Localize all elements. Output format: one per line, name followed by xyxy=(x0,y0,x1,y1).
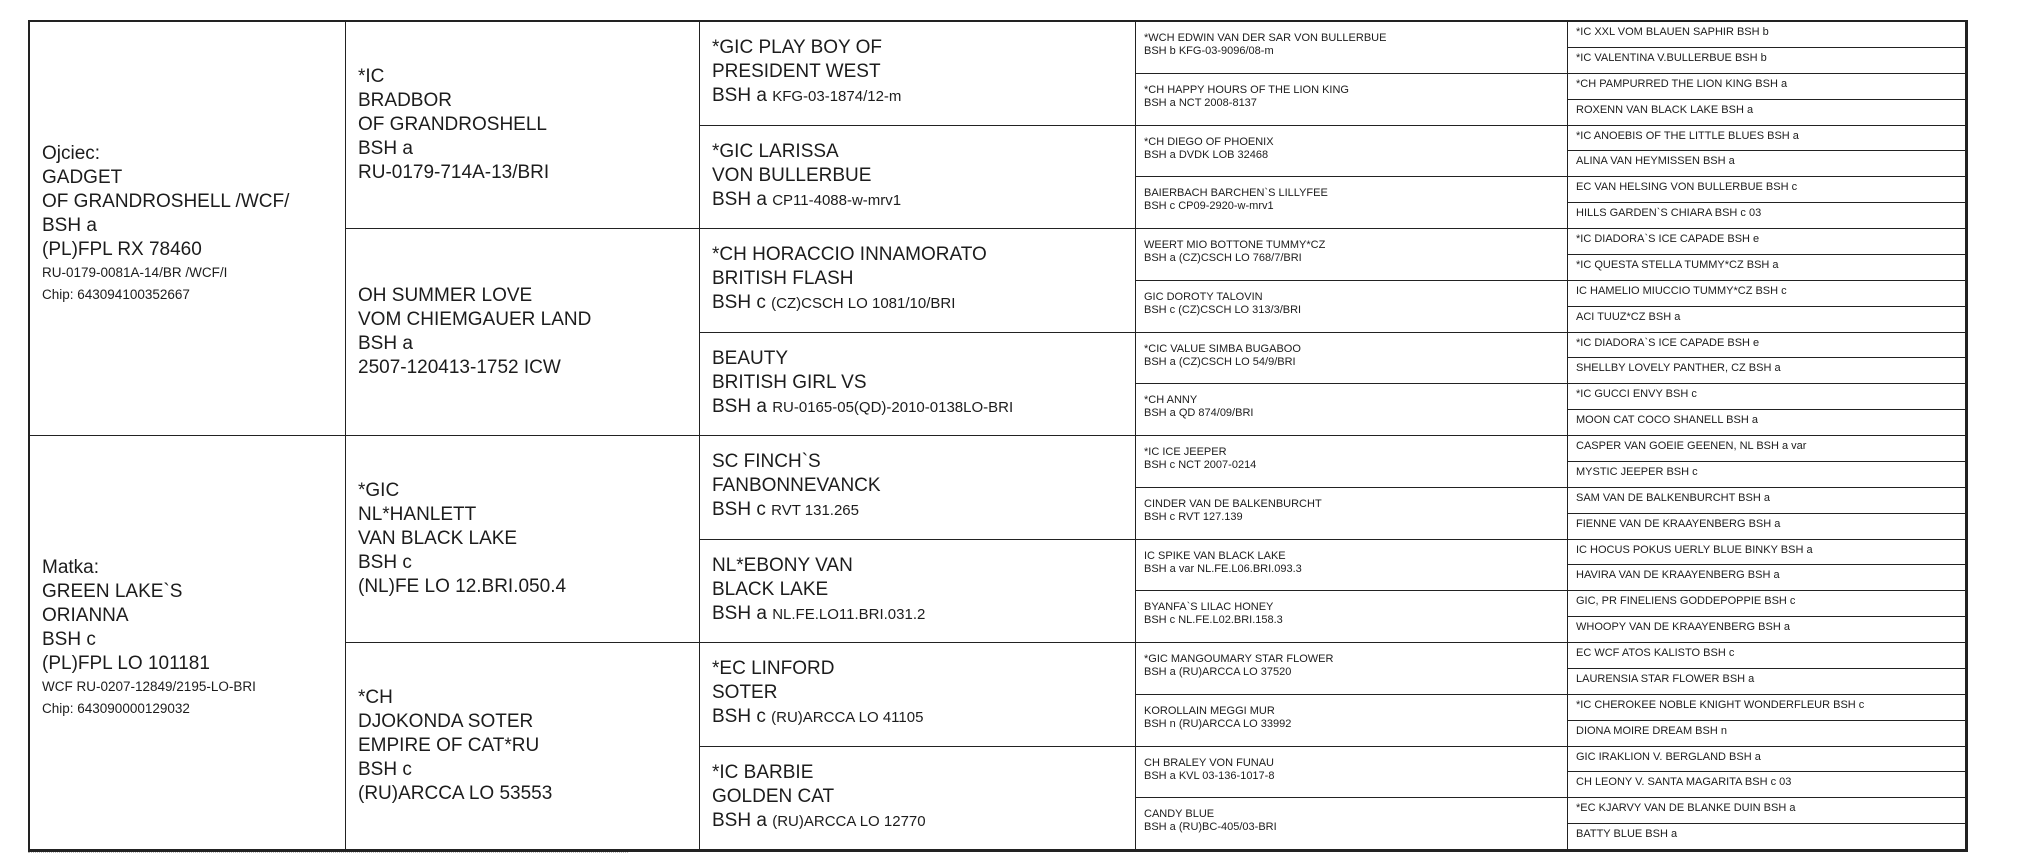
great-grandparent-cell xyxy=(700,22,1136,126)
gen5-ancestor-name: GIC IRAKLION V. BERGLAND BSH a xyxy=(1576,750,1761,763)
dam-line: GREEN LAKE`S xyxy=(42,581,183,602)
gen4-ancestor-line: BSH c (CZ)CSCH LO 313/3/BRI xyxy=(1144,303,1302,316)
registration-number: (RU)ARCCA LO 41105 xyxy=(771,709,924,726)
sire-detail-line: RU-0179-0081A-14/BR /WCF/I xyxy=(42,265,228,280)
gen5-ancestor-name: ACI TUUZ*CZ BSH a xyxy=(1576,310,1681,323)
dam-line: BSH c xyxy=(42,629,96,650)
gen4-ancestor-line: BYANFA`S LILAC HONEY xyxy=(1144,601,1274,614)
gen5-ancestor-name: *IC VALENTINA V.BULLERBUE BSH b xyxy=(1576,51,1767,64)
gen5-ancestor-name: *IC ANOEBIS OF THE LITTLE BLUES BSH a xyxy=(1576,129,1799,142)
gen4-ancestor-cell xyxy=(1136,333,1568,385)
gen5-ancestor-cell xyxy=(1568,126,1966,152)
gen5-ancestor-name: ROXENN VAN BLACK LAKE BSH a xyxy=(1576,103,1754,116)
great-grandparent-registration xyxy=(712,291,1125,316)
gen4-ancestor-cell xyxy=(1136,591,1568,643)
gen5-ancestor-name: *IC DIADORA`S ICE CAPADE BSH e xyxy=(1576,336,1760,349)
gen4-ancestor-cell xyxy=(1136,229,1568,281)
gen4-ancestor-line: BSH a (RU)ARCCA LO 37520 xyxy=(1144,666,1292,678)
gen5-ancestor-name: IC HOCUS POKUS UERLY BLUE BINKY BSH a xyxy=(1576,543,1813,556)
registration-number: CP11-4088-w-mrv1 xyxy=(772,191,902,209)
great-grandparent-line: SOTER xyxy=(712,682,778,703)
gen4-ancestor-line: IC SPIKE VAN BLACK LAKE xyxy=(1144,549,1286,562)
gen5-ancestor-cell xyxy=(1568,203,1966,229)
gen5-ancestor-cell xyxy=(1568,358,1966,384)
dam-detail-line: Chip: 643090000129032 xyxy=(42,701,190,716)
grandparent-line: RU-0179-714A-13/BRI xyxy=(358,162,550,183)
gen4-ancestor-line: BSH a (CZ)CSCH LO 54/9/BRI xyxy=(1144,355,1296,368)
gen5-ancestor-name: CH LEONY V. SANTA MAGARITA BSH c 03 xyxy=(1576,776,1792,789)
gen4-ancestor-cell xyxy=(1136,281,1568,333)
gen4-ancestor-line: *CH DIEGO OF PHOENIX xyxy=(1144,135,1274,148)
gen5-ancestor-cell xyxy=(1568,333,1966,359)
gen5-ancestor-cell xyxy=(1568,384,1966,410)
gen5-ancestor-name: ALINA VAN HEYMISSEN BSH a xyxy=(1576,155,1735,168)
gen4-ancestor-line: BSH c NL.FE.L02.BRI.158.3 xyxy=(1144,614,1283,627)
gen5-ancestor-name: HILLS GARDEN`S CHIARA BSH c 03 xyxy=(1576,207,1762,220)
gen5-ancestor-name: MOON CAT COCO SHANELL BSH a xyxy=(1576,414,1758,427)
sire-line: Ojciec: xyxy=(42,143,101,164)
great-grandparent-registration xyxy=(712,395,1125,420)
gen5-ancestor-cell xyxy=(1568,514,1966,540)
breed-code: BSH a xyxy=(712,188,767,210)
gen5-ancestor-cell xyxy=(1568,229,1966,255)
pedigree-table xyxy=(28,20,1968,852)
grandparent-cell xyxy=(346,436,700,643)
gen4-ancestor-cell xyxy=(1136,643,1568,695)
gen4-ancestor-line: *CH ANNY xyxy=(1144,394,1198,407)
great-grandparent-line: VON BULLERBUE xyxy=(712,164,872,186)
dam-line: Matka: xyxy=(42,557,100,578)
gen5-ancestor-name: IC HAMELIO MIUCCIO TUMMY*CZ BSH c xyxy=(1576,284,1787,297)
gen5-ancestor-cell xyxy=(1568,591,1966,617)
gen5-ancestor-name: *IC CHEROKEE NOBLE KNIGHT WONDERFLEUR BSH c xyxy=(1576,698,1865,711)
gen5-ancestor-name: GIC, PR FINELIENS GODDEPOPPIE BSH c xyxy=(1576,595,1796,608)
great-grandparent-line: GOLDEN CAT xyxy=(712,785,835,807)
scan-edge-mark xyxy=(28,852,628,863)
gen4-ancestor-line: BSH c NCT 2007-0214 xyxy=(1144,459,1257,471)
great-grandparent-cell xyxy=(700,747,1136,851)
gen4-ancestor-cell xyxy=(1136,747,1568,799)
gen4-ancestor-line: BSH c CP09-2920-w-mrv1 xyxy=(1144,200,1274,213)
grandparent-line: BSH a xyxy=(358,333,413,354)
gen5-ancestor-name: EC WCF ATOS KALISTO BSH c xyxy=(1576,647,1735,659)
grandparent-line: EMPIRE OF CAT*RU xyxy=(358,735,540,756)
great-grandparent-line: *GIC LARISSA xyxy=(712,140,839,162)
gen5-ancestor-cell xyxy=(1568,721,1966,747)
great-grandparent-registration xyxy=(712,84,1125,109)
gen5-ancestor-cell xyxy=(1568,151,1966,177)
gen5-ancestor-cell xyxy=(1568,540,1966,566)
gen4-ancestor-line: BAIERBACH BARCHEN`S LILLYFEE xyxy=(1144,187,1328,200)
gen5-ancestor-name: BATTY BLUE BSH a xyxy=(1576,828,1678,841)
gen5-ancestor-cell xyxy=(1568,177,1966,203)
dam-cell xyxy=(30,436,346,850)
great-grandparent-cell xyxy=(700,126,1136,230)
gen4-ancestor-line: BSH a (CZ)CSCH LO 768/7/BRI xyxy=(1144,252,1302,264)
gen4-ancestor-cell xyxy=(1136,384,1568,436)
gen4-ancestor-cell xyxy=(1136,488,1568,540)
grandparent-line: OF GRANDROSHELL xyxy=(358,114,547,135)
gen5-ancestor-name: *IC GUCCI ENVY BSH c xyxy=(1576,388,1697,401)
gen4-ancestor-line: BSH a (RU)BC-405/03-BRI xyxy=(1144,821,1277,834)
gen4-ancestor-line: KOROLLAIN MEGGI MUR xyxy=(1144,704,1275,717)
gen5-ancestor-name: LAURENSIA STAR FLOWER BSH a xyxy=(1576,672,1755,685)
gen5-ancestor-cell xyxy=(1568,772,1966,798)
great-grandparent-line: SC FINCH`S xyxy=(712,451,821,472)
great-grandparent-line: BLACK LAKE xyxy=(712,578,829,600)
gen5-ancestor-name: WHOOPY VAN DE KRAAYENBERG BSH a xyxy=(1576,621,1790,634)
great-grandparent-line: FANBONNEVANCK xyxy=(712,475,881,496)
great-grandparent-line: BRITISH FLASH xyxy=(712,268,854,289)
gen4-ancestor-cell xyxy=(1136,540,1568,592)
gen4-ancestor-cell xyxy=(1136,22,1568,74)
gen4-ancestor-cell xyxy=(1136,695,1568,747)
registration-number: NL.FE.LO11.BRI.031.2 xyxy=(772,605,926,623)
great-grandparent-registration xyxy=(712,809,1125,834)
registration-number: (RU)ARCCA LO 12770 xyxy=(772,812,926,830)
breed-code: BSH c xyxy=(712,706,766,727)
registration-number: (CZ)CSCH LO 1081/10/BRI xyxy=(771,295,956,312)
gen5-ancestor-name: DIONA MOIRE DREAM BSH n xyxy=(1576,724,1727,737)
great-grandparent-line: *GIC PLAY BOY OF xyxy=(712,37,883,58)
gen5-ancestor-cell xyxy=(1568,307,1966,333)
grandparent-cell xyxy=(346,229,700,436)
sire-line: BSH a xyxy=(42,215,97,236)
gen5-ancestor-name: MYSTIC JEEPER BSH c xyxy=(1576,465,1698,478)
grandparent-cell xyxy=(346,22,700,229)
breed-code: BSH a xyxy=(712,602,767,624)
grandparent-line: NL*HANLETT xyxy=(358,504,477,525)
gen5-ancestor-cell xyxy=(1568,669,1966,695)
great-grandparent-line: BEAUTY xyxy=(712,347,789,369)
great-grandparent-registration xyxy=(712,188,1125,213)
grandparent-line: BSH c xyxy=(358,759,412,780)
dam-line: ORIANNA xyxy=(42,605,129,626)
grandparent-line: VOM CHIEMGAUER LAND xyxy=(358,309,592,330)
gen5-ancestor-cell xyxy=(1568,255,1966,281)
gen5-ancestor-name: EC VAN HELSING VON BULLERBUE BSH c xyxy=(1576,181,1798,194)
gen4-ancestor-line: CINDER VAN DE BALKENBURCHT xyxy=(1144,497,1322,510)
gen5-ancestor-name: CASPER VAN GOEIE GEENEN, NL BSH a var xyxy=(1576,440,1807,452)
breed-code: BSH c xyxy=(712,499,766,520)
gen4-ancestor-cell xyxy=(1136,126,1568,178)
gen5-ancestor-cell xyxy=(1568,617,1966,643)
gen5-ancestor-cell xyxy=(1568,48,1966,74)
gen5-ancestor-name: *CH PAMPURRED THE LION KING BSH a xyxy=(1576,77,1788,90)
gen4-ancestor-line: CH BRALEY VON FUNAU xyxy=(1144,756,1274,769)
gen4-ancestor-line: BSH b KFG-03-9096/08-m xyxy=(1144,45,1274,57)
gen4-ancestor-line: *CH HAPPY HOURS OF THE LION KING xyxy=(1144,83,1349,96)
gen4-ancestor-line: *IC ICE JEEPER xyxy=(1144,446,1227,458)
gen4-ancestor-cell xyxy=(1136,74,1568,126)
gen5-ancestor-cell xyxy=(1568,462,1966,488)
dam-line: (PL)FPL LO 101181 xyxy=(42,653,210,674)
gen4-ancestor-cell xyxy=(1136,436,1568,488)
sire-cell xyxy=(30,22,346,436)
grandparent-line: (NL)FE LO 12.BRI.050.4 xyxy=(358,576,567,597)
breed-code: BSH a xyxy=(712,395,767,417)
gen4-ancestor-line: *WCH EDWIN VAN DER SAR VON BULLERBUE xyxy=(1144,32,1387,44)
gen5-ancestor-cell xyxy=(1568,565,1966,591)
breed-code: BSH c xyxy=(712,292,766,313)
gen5-ancestor-cell xyxy=(1568,824,1966,850)
gen5-ancestor-cell xyxy=(1568,436,1966,462)
great-grandparent-line: NL*EBONY VAN xyxy=(712,554,853,576)
grandparent-line: BSH a xyxy=(358,138,413,159)
gen5-ancestor-cell xyxy=(1568,747,1966,773)
gen5-ancestor-name: *EC KJARVY VAN DE BLANKE DUIN BSH a xyxy=(1576,802,1796,815)
gen4-ancestor-cell xyxy=(1136,798,1568,850)
great-grandparent-registration xyxy=(712,498,1125,523)
gen5-ancestor-cell xyxy=(1568,695,1966,721)
great-grandparent-cell xyxy=(700,333,1136,437)
great-grandparent-registration xyxy=(712,705,1125,730)
great-grandparent-line: *EC LINFORD xyxy=(712,658,835,679)
registration-number: KFG-03-1874/12-m xyxy=(772,88,902,105)
gen4-ancestor-line: BSH c RVT 127.139 xyxy=(1144,510,1243,523)
sire-detail-line: Chip: 643094100352667 xyxy=(42,287,190,302)
dam-detail-line: WCF RU-0207-12849/2195-LO-BRI xyxy=(42,679,256,694)
gen5-ancestor-name: *IC DIADORA`S ICE CAPADE BSH e xyxy=(1576,233,1760,245)
gen4-ancestor-line: BSH a DVDK LOB 32468 xyxy=(1144,148,1269,161)
great-grandparent-line: PRESIDENT WEST xyxy=(712,61,881,82)
grandparent-line: BRADBOR xyxy=(358,90,452,111)
sire-line: GADGET xyxy=(42,167,123,188)
grandparent-line: BSH c xyxy=(358,552,412,573)
gen5-ancestor-name: *IC XXL VOM BLAUEN SAPHIR BSH b xyxy=(1576,26,1769,38)
grandparent-line: *IC xyxy=(358,66,385,87)
gen5-ancestor-name: SHELLBY LOVELY PANTHER, CZ BSH a xyxy=(1576,362,1781,375)
gen4-ancestor-line: BSH a KVL 03-136-1017-8 xyxy=(1144,769,1275,782)
gen5-ancestor-name: SAM VAN DE BALKENBURCHT BSH a xyxy=(1576,491,1770,504)
great-grandparent-line: *IC BARBIE xyxy=(712,761,814,783)
gen5-ancestor-cell xyxy=(1568,22,1966,48)
grandparent-line: DJOKONDA SOTER xyxy=(358,711,534,732)
registration-number: RU-0165-05(QD)-2010-0138LO-BRI xyxy=(772,398,1014,416)
gen5-ancestor-cell xyxy=(1568,798,1966,824)
great-grandparent-cell xyxy=(700,436,1136,540)
great-grandparent-cell xyxy=(700,540,1136,644)
grandparent-line: OH SUMMER LOVE xyxy=(358,285,533,306)
gen5-ancestor-cell xyxy=(1568,281,1966,307)
gen4-ancestor-cell xyxy=(1136,177,1568,229)
sire-line: (PL)FPL RX 78460 xyxy=(42,239,202,260)
gen4-ancestor-line: GIC DOROTY TALOVIN xyxy=(1144,290,1263,303)
great-grandparent-line: BRITISH GIRL VS xyxy=(712,371,867,393)
breed-code: BSH a xyxy=(712,85,767,106)
gen5-ancestor-name: HAVIRA VAN DE KRAAYENBERG BSH a xyxy=(1576,569,1780,582)
gen4-ancestor-line: BSH a var NL.FE.L06.BRI.093.3 xyxy=(1144,562,1302,575)
breed-code: BSH a xyxy=(712,809,767,831)
great-grandparent-registration xyxy=(712,602,1125,627)
registration-number: RVT 131.265 xyxy=(771,502,859,519)
grandparent-line: VAN BLACK LAKE xyxy=(358,528,518,549)
gen5-ancestor-cell xyxy=(1568,74,1966,100)
gen4-ancestor-line: *CIC VALUE SIMBA BUGABOO xyxy=(1144,342,1301,355)
grandparent-line: (RU)ARCCA LO 53553 xyxy=(358,783,553,804)
gen4-ancestor-line: BSH n (RU)ARCCA LO 33992 xyxy=(1144,717,1292,730)
gen4-ancestor-line: BSH a QD 874/09/BRI xyxy=(1144,407,1254,420)
grandparent-cell xyxy=(346,643,700,850)
gen4-ancestor-line: *GIC MANGOUMARY STAR FLOWER xyxy=(1144,653,1334,665)
gen5-ancestor-name: FIENNE VAN DE KRAAYENBERG BSH a xyxy=(1576,517,1781,530)
gen4-ancestor-line: BSH a NCT 2008-8137 xyxy=(1144,96,1257,109)
gen5-ancestor-name: *IC QUESTA STELLA TUMMY*CZ BSH a xyxy=(1576,258,1779,271)
great-grandparent-line: *CH HORACCIO INNAMORATO xyxy=(712,244,987,265)
sire-line: OF GRANDROSHELL /WCF/ xyxy=(42,191,290,212)
gen4-ancestor-line: WEERT MIO BOTTONE TUMMY*CZ xyxy=(1144,239,1326,251)
great-grandparent-cell xyxy=(700,643,1136,747)
grandparent-line: *GIC xyxy=(358,480,400,501)
great-grandparent-cell xyxy=(700,229,1136,333)
gen4-ancestor-line: CANDY BLUE xyxy=(1144,808,1215,821)
gen5-ancestor-cell xyxy=(1568,643,1966,669)
gen5-ancestor-cell xyxy=(1568,488,1966,514)
gen5-ancestor-cell xyxy=(1568,410,1966,436)
grandparent-line: 2507-120413-1752 ICW xyxy=(358,357,561,378)
gen5-ancestor-cell xyxy=(1568,100,1966,126)
grandparent-line: *CH xyxy=(358,687,393,708)
